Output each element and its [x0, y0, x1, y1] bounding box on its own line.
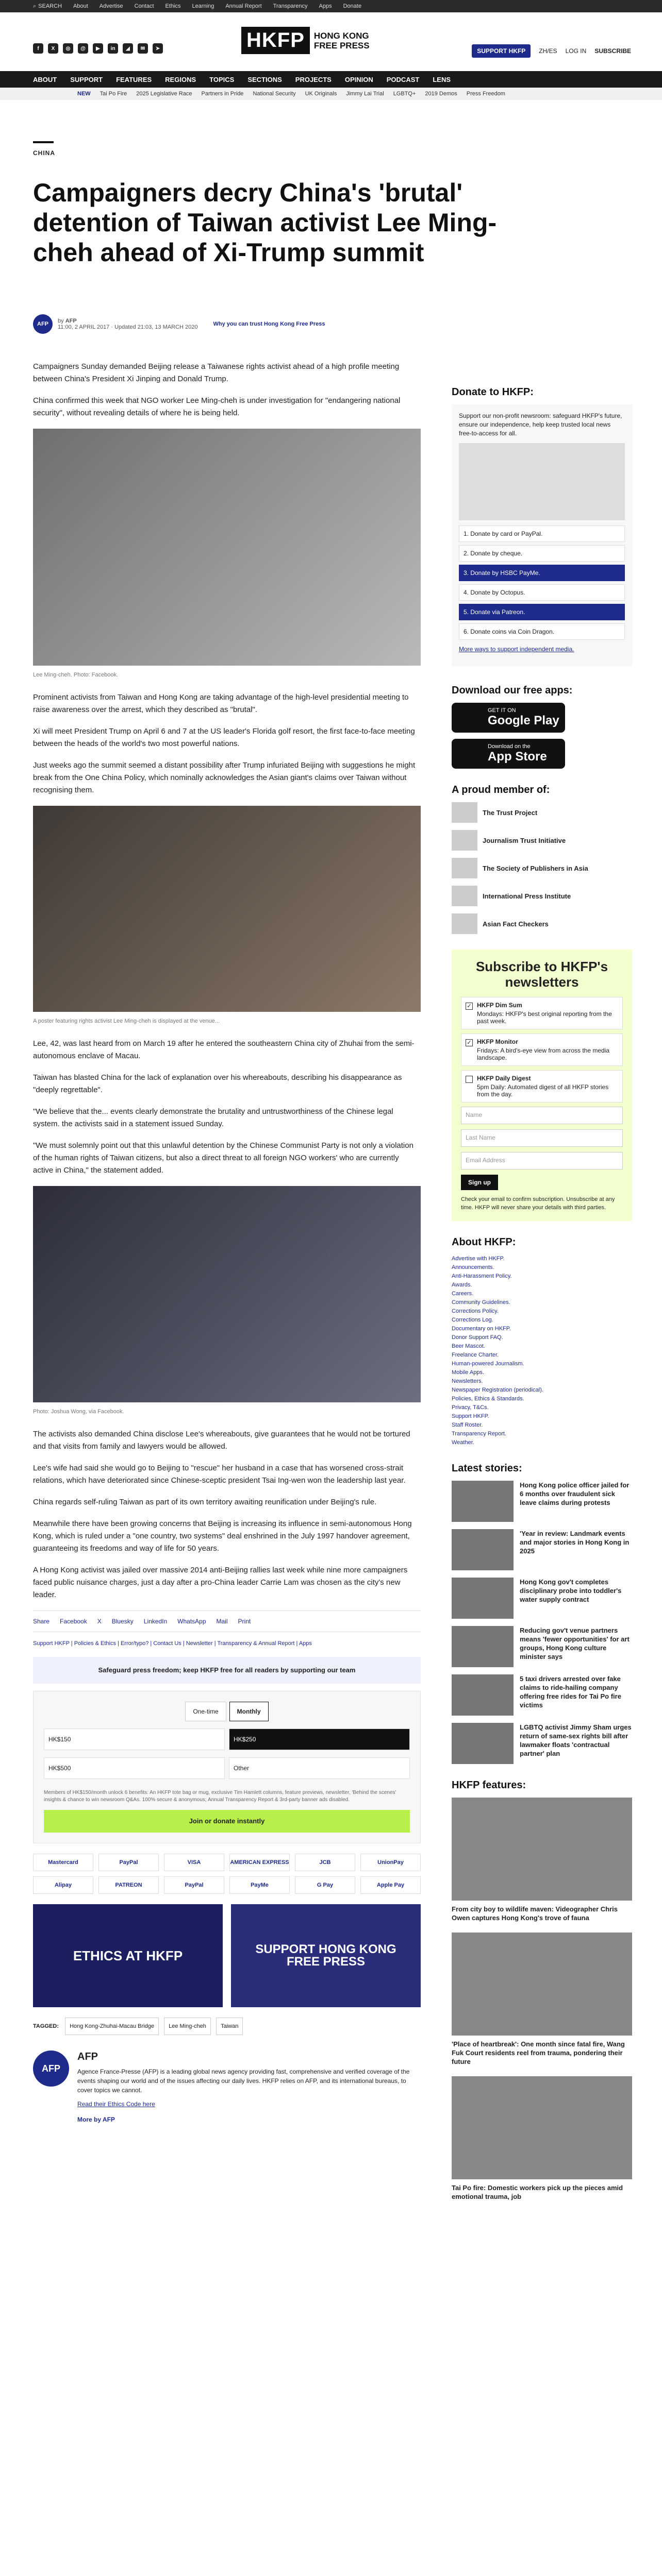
telegram-icon[interactable]: ➤	[153, 43, 163, 54]
author-box-avatar[interactable]: AFP	[33, 2050, 69, 2087]
newsletter-option[interactable]: HKFP Daily Digest 5pm Daily: Automated digest of all HKFP stories from the day.	[461, 1070, 623, 1103]
feature-image	[452, 1933, 632, 2036]
nav-projects[interactable]: PROJECTS	[295, 75, 332, 83]
more-ways-link[interactable]: More ways to support independent media.	[459, 646, 574, 653]
story-thumbnail	[452, 1626, 514, 1667]
monthly-tab[interactable]: Monthly	[229, 1702, 269, 1721]
about-link[interactable]: Mobile Apps.	[452, 1369, 484, 1376]
about-link[interactable]: Freelance Charter.	[452, 1352, 499, 1358]
story-thumbnail	[452, 1723, 514, 1764]
trending-bar	[0, 88, 662, 100]
about-link[interactable]: Advertise with HKFP.	[452, 1256, 505, 1262]
newsletter-note: Check your email to confirm subscription. Unsubscribe at any time. HKFP will never share your details with third parties.	[461, 1196, 615, 1211]
trending-link[interactable]: 2025 Legislative Race	[136, 91, 192, 97]
latest-story[interactable]: Hong Kong police officer jailed for 6 months over fraudulent sick leave claims during protests	[452, 1481, 632, 1522]
donate-option[interactable]: 5. Donate via Patreon.	[459, 604, 625, 620]
story-thumbnail	[452, 1578, 514, 1619]
newsletter-option[interactable]: ✓ HKFP Dim Sum Mondays: HKFP's best original reporting from the past week.	[461, 997, 623, 1029]
join-donate-button[interactable]: Join or donate instantly	[44, 1810, 410, 1833]
support-hkfp-button[interactable]: SUPPORT HKFP	[472, 44, 531, 58]
top-utility-bar	[0, 0, 662, 12]
about-link[interactable]: Documentary on HKFP.	[452, 1326, 511, 1332]
name-input[interactable]: Name	[461, 1107, 623, 1124]
about-link[interactable]: Support HKFP.	[452, 1413, 489, 1419]
member-afcn[interactable]: Asian Fact Checkers	[452, 913, 632, 934]
latest-stories	[452, 1481, 632, 1764]
category-rule	[33, 141, 54, 143]
paragraph: Lee's wife had said she would go to Beijing to "rescue" her husband in a case that has worsened cross-strait relations, which have deteriorated since Chinese-sceptic president Tsai Ing-wen won the leadership last year.	[33, 1464, 406, 1485]
mastercard-icon: Mastercard	[33, 1854, 93, 1871]
site-logo[interactable]	[241, 27, 371, 54]
article-photo	[33, 429, 421, 666]
paragraph: Xi will meet President Trump on April 6 and 7 at the US leader's Florida golf resort, the first face-to-face meeting between the heads of the world's two most powerful nations.	[33, 727, 415, 748]
learning-link[interactable]: Learning	[192, 3, 214, 9]
photo-caption: A poster featuring rights activist Lee Ming-cheh is displayed at the venue...	[33, 1018, 220, 1024]
paragraph: Just weeks ago the summit seemed a distant possibility after Trump infuriated Beijing with suggestions he might break from the One China Policy, which nominally acknowledges the Asian giant's claims over Taiwan without recognising them.	[33, 761, 416, 794]
mail-icon[interactable]: ✉	[138, 43, 148, 54]
nav-features[interactable]: FEATURES	[116, 75, 152, 83]
feature-image	[452, 1798, 632, 1901]
article-photo	[33, 1186, 421, 1402]
donate-option[interactable]: 2. Donate by cheque.	[459, 545, 625, 562]
about-link[interactable]: Transparency Report.	[452, 1431, 506, 1437]
x-icon[interactable]: X	[48, 43, 58, 54]
share-bar	[33, 1611, 421, 1632]
support-links[interactable]: Support HKFP | Policies & Ethics | Error/typo? | Contact Us | Newsletter | Transparency & Annual Report | Apps	[33, 1640, 312, 1647]
member-sopa[interactable]: The Society of Publishers in Asia	[452, 858, 632, 878]
tag-link[interactable]: Lee Ming-cheh	[164, 2018, 211, 2035]
advertise-link[interactable]: Advertise	[99, 3, 123, 9]
donate-intro: Support our non-profit newsroom: safeguard HKFP's future, ensure our independence, help keep trusted local news free-to-access for all.	[459, 412, 622, 437]
trending-link[interactable]: Partners in Pride	[201, 91, 244, 97]
trending-link[interactable]: LGBTQ+	[393, 91, 416, 97]
paragraph: Taiwan has blasted China for the lack of explanation over his whereabouts, describing his disappearance as "deeply regrettable".	[33, 1073, 402, 1094]
ethics-promo[interactable]: ETHICS AT HKFP	[33, 1904, 223, 2007]
ethics-code-link[interactable]: Read their Ethics Code here	[77, 2100, 155, 2108]
contact-link[interactable]: Contact	[134, 3, 154, 9]
nav-regions[interactable]: REGIONS	[165, 75, 196, 83]
amount-option[interactable]: HK$500	[44, 1757, 225, 1779]
author-box-name[interactable]: AFP	[77, 2051, 98, 2062]
trending-link[interactable]: Jimmy Lai Trial	[346, 91, 384, 97]
article-category[interactable]: CHINA	[33, 149, 55, 157]
google-play-badge[interactable]: GET IT ON Google Play	[452, 703, 565, 733]
paragraph: A Hong Kong activist was jailed over massive 2014 anti-Beijing rallies last week while nine more campaigners faced public nuisance charges, just a day after a pro-China leader Carrie Lam was chosen as the city's new leader.	[33, 1566, 408, 1599]
trending-link[interactable]: Press Freedom	[466, 91, 505, 97]
apps-link[interactable]: Apps	[319, 3, 332, 9]
share-linkedin[interactable]: LinkedIn	[143, 1618, 168, 1625]
member-trust-project[interactable]: The Trust Project	[452, 802, 632, 823]
trending-link[interactable]: UK Originals	[305, 91, 337, 97]
youtube-icon[interactable]: ▶	[93, 43, 103, 54]
author-avatar[interactable]: AFP	[33, 314, 53, 334]
nav-sections[interactable]: SECTIONS	[247, 75, 282, 83]
checkbox-unchecked[interactable]	[466, 1076, 473, 1083]
ethics-link[interactable]: Ethics	[165, 3, 181, 9]
share-mail[interactable]: Mail	[216, 1618, 228, 1625]
paragraph: The activists also demanded China disclose Lee's whereabouts, give guarantees that he would not be tortured and that visits from family and lawyers would be allowed.	[33, 1430, 410, 1451]
latest-story[interactable]: Hong Kong gov't completes disciplinary probe into toddler's water supply contract	[452, 1578, 632, 1619]
feature-image	[452, 2076, 632, 2179]
tag-link[interactable]: Taiwan	[216, 2018, 243, 2035]
amount-option[interactable]: HK$150	[44, 1728, 225, 1750]
paragraph: Campaigners Sunday demanded Beijing release a Taiwanese rights activist ahead of a high profile meeting between China's President Xi Jinping and Donald Trump.	[33, 362, 400, 383]
about-link[interactable]: Corrections Policy.	[452, 1308, 499, 1314]
about-link[interactable]: About	[73, 3, 88, 9]
email-input[interactable]: Email Address	[461, 1152, 623, 1170]
main-nav	[0, 71, 662, 88]
feature-story[interactable]: 'Place of heartbreak': One month since fatal fire, Wang Fuk Court residents reel from trauma, pondering their future	[452, 1933, 632, 2066]
trending-link[interactable]: Tai Po Fire	[100, 91, 127, 97]
afcn-logo	[452, 913, 477, 934]
member-jti[interactable]: Journalism Trust Initiative	[452, 830, 632, 851]
newsletter-box	[452, 950, 632, 1221]
logo-mark: HKFP	[241, 27, 310, 54]
annual-report-link[interactable]: Annual Report	[225, 3, 262, 9]
donate-image	[459, 443, 625, 520]
support-promo[interactable]: SUPPORT HONG KONG FREE PRESS	[231, 1904, 421, 2007]
patreon-icon: PATREON	[98, 1876, 159, 1894]
byline	[33, 314, 325, 334]
donate-option[interactable]: 4. Donate by Octopus.	[459, 584, 625, 601]
rss-icon[interactable]: ◢	[123, 43, 133, 54]
about-link[interactable]: Policies, Ethics & Standards.	[452, 1396, 524, 1402]
nav-about[interactable]: ABOUT	[33, 75, 57, 83]
new-badge: NEW	[77, 91, 91, 97]
threads-icon[interactable]: @	[78, 43, 88, 54]
share-facebook[interactable]: Facebook	[60, 1618, 87, 1625]
photo-caption: Lee Ming-cheh. Photo: Facebook.	[33, 672, 119, 678]
jti-logo	[452, 830, 477, 851]
tag-link[interactable]: Hong Kong-Zhuhai-Macau Bridge	[65, 2018, 159, 2035]
safeguard-banner: Safeguard press freedom; keep HKFP free for all readers by supporting our team	[33, 1657, 421, 1684]
author-bio: Agence France-Presse (AFP) is a leading global news agency providing fast, comprehensive and verified coverage of the events shaping our world and of the issues affecting our daily lives. HKFP relies on AFP, and its international bureaus, to cover topics we cannot.	[77, 2068, 410, 2094]
author-box	[33, 2050, 421, 2126]
latest-story[interactable]: Reducing gov't venue partners means 'fewer opportunities' for art groups, Hong Kong culture minister says	[452, 1626, 632, 1667]
last-name-input[interactable]: Last Name	[461, 1129, 623, 1147]
apps-heading: Download our free apps:	[452, 685, 573, 696]
about-link[interactable]: Careers.	[452, 1291, 474, 1297]
about-link[interactable]: Privacy, T&Cs.	[452, 1404, 489, 1411]
about-link[interactable]: Corrections Log.	[452, 1317, 493, 1323]
why-trust-link[interactable]: Why you can trust Hong Kong Free Press	[213, 321, 325, 327]
story-thumbnail	[452, 1529, 514, 1570]
paypal-icon: PayPal	[98, 1854, 159, 1871]
author-name[interactable]: AFP	[65, 318, 77, 324]
donate-link[interactable]: Donate	[343, 3, 362, 9]
donate-heading: Donate to HKFP:	[452, 386, 534, 398]
about-link[interactable]: Anti-Harassment Policy.	[452, 1273, 512, 1279]
nav-topics[interactable]: TOPICS	[209, 75, 235, 83]
language-switch[interactable]: ZH/ES	[539, 47, 557, 55]
latest-story[interactable]: 'Year in review: Landmark events and major stories in Hong Kong in 2025	[452, 1529, 632, 1570]
about-link[interactable]: Newsletters.	[452, 1378, 483, 1384]
sidebar	[452, 386, 632, 2211]
social-links	[33, 43, 163, 54]
paypal-icon: PayPal	[164, 1876, 224, 1894]
article-photo	[33, 806, 421, 1012]
paragraph: Meanwhile there have been growing concerns that Beijing is increasing its influence in semi-autonomous Hong Kong, which is ruled under a "one country, two systems" deal enshrined in the July 1997 handover agreement, guaranteeing its freedoms and way of life for 50 years.	[33, 1519, 412, 1553]
article-body	[33, 361, 421, 2126]
trust-project-logo	[452, 802, 477, 823]
nav-support[interactable]: SUPPORT	[70, 75, 103, 83]
article-title: Campaigners decry China's 'brutal' detention of Taiwan activist Lee Ming-cheh ahead of Xi-Trump summit	[33, 178, 497, 267]
unionpay-icon: UnionPay	[360, 1854, 421, 1871]
donate-box	[452, 404, 632, 666]
sopa-logo	[452, 858, 477, 878]
share-bluesky[interactable]: Bluesky	[111, 1618, 134, 1625]
paragraph: Lee, 42, was last heard from on March 19 after he entered the southeastern China city of Zhuhai from the semi-autonomous enclave of Macau.	[33, 1039, 415, 1060]
newsletter-option[interactable]: ✓ HKFP Monitor Fridays: A bird's-eye view from across the media landscape.	[461, 1033, 623, 1066]
about-link[interactable]: Donor Support FAQ.	[452, 1334, 503, 1341]
nav-lens[interactable]: LENS	[433, 75, 451, 83]
trending-link[interactable]: National Security	[253, 91, 296, 97]
search-icon: ⌕	[33, 3, 37, 9]
login-link[interactable]: LOG IN	[565, 47, 587, 55]
about-link[interactable]: Human-powered Journalism.	[452, 1361, 524, 1367]
gpay-icon: G Pay	[295, 1876, 355, 1894]
alipay-icon: Alipay	[33, 1876, 93, 1894]
applepay-icon: Apple Pay	[360, 1876, 421, 1894]
about-link[interactable]: Community Guidelines.	[452, 1299, 510, 1306]
member-ipi[interactable]: International Press Institute	[452, 886, 632, 906]
story-thumbnail	[452, 1674, 514, 1716]
latest-story[interactable]: LGBTQ activist Jimmy Sham urges return of same-sex rights bill after lawmaker floats 'contractual partner' plan	[452, 1723, 632, 1764]
header-actions	[472, 44, 631, 58]
paragraph: China confirmed this week that NGO worker Lee Ming-cheh is under investigation for "endangering national security", without revealing details of where he is being held.	[33, 396, 401, 417]
latest-story[interactable]: 5 taxi drivers arrested over fake claims to ride-hailing company offering free rides for Tai Po fire victims	[452, 1674, 632, 1716]
about-link[interactable]: Beer Mascot.	[452, 1343, 485, 1349]
linkedin-icon[interactable]: in	[108, 43, 118, 54]
feature-story[interactable]: From city boy to wildlife maven: Videographer Chris Owen captures Hong Kong's trove of fauna	[452, 1798, 632, 1922]
facebook-icon[interactable]: f	[33, 43, 43, 54]
app-store-badge[interactable]: Download on the App Store	[452, 739, 565, 769]
member-heading: A proud member of:	[452, 784, 550, 795]
ipi-logo	[452, 886, 477, 906]
features-heading: HKFP features:	[452, 1780, 526, 1791]
more-by-author-link[interactable]: More by AFP	[77, 2116, 115, 2123]
about-link[interactable]: Weather.	[452, 1439, 474, 1446]
nav-podcast[interactable]: PODCAST	[386, 75, 420, 83]
signup-button[interactable]: Sign up	[461, 1175, 498, 1190]
donate-option[interactable]: 6. Donate coins via Coin Dragon.	[459, 623, 625, 640]
donate-option[interactable]: 1. Donate by card or PayPal.	[459, 526, 625, 542]
amount-option-other[interactable]: Other	[229, 1757, 410, 1779]
about-link[interactable]: Staff Roster.	[452, 1422, 483, 1428]
search-link[interactable]: ⌕ SEARCH	[33, 3, 62, 9]
paragraph: "We must solemnly point out that this unlawful detention by the Chinese Communist Party is not only a violation of the human rights of Taiwan citizens, but also a direct threat to all foreign NGO workers' who are currently active in China," the statement added.	[33, 1141, 413, 1175]
newsletter-heading: Subscribe to HKFP's newsletters	[475, 959, 608, 990]
nav-opinion[interactable]: OPINION	[344, 75, 373, 83]
about-link[interactable]: Awards.	[452, 1282, 472, 1288]
payment-methods	[33, 1854, 421, 1894]
share-x[interactable]: X	[97, 1618, 102, 1625]
checkbox-checked[interactable]: ✓	[466, 1003, 473, 1010]
visa-icon: VISA	[164, 1854, 224, 1871]
instagram-icon[interactable]: ◎	[63, 43, 73, 54]
story-thumbnail	[452, 1481, 514, 1522]
one-time-tab[interactable]: One-time	[185, 1702, 226, 1721]
tags-label: TAGGED:	[33, 2023, 59, 2029]
about-heading: About HKFP:	[452, 1236, 516, 1248]
logo-text: HONG KONG FREE PRESS	[313, 30, 370, 50]
article-date: 11:00, 2 APRIL 2017 · Updated 21:03, 13 MARCH 2020	[58, 324, 198, 330]
about-list	[452, 1255, 632, 1447]
share-whatsapp[interactable]: WhatsApp	[177, 1618, 206, 1625]
masthead	[0, 12, 662, 71]
amount-option-selected[interactable]: HK$250	[229, 1728, 410, 1750]
feature-stories	[452, 1798, 632, 2201]
share-label: Share	[33, 1618, 50, 1625]
subscribe-link[interactable]: SUBSCRIBE	[594, 47, 631, 55]
donate-option[interactable]: 3. Donate by HSBC PayMe.	[459, 565, 625, 581]
feature-story[interactable]: Tai Po fire: Domestic workers pick up the pieces amid emotional trauma, job	[452, 2076, 632, 2201]
about-link[interactable]: Newspaper Registration (periodical).	[452, 1387, 543, 1393]
latest-heading: Latest stories:	[452, 1463, 522, 1474]
transparency-link[interactable]: Transparency	[273, 3, 308, 9]
amex-icon: AMERICAN EXPRESS	[229, 1854, 290, 1871]
paragraph: "We believe that the... events clearly demonstrate the brutality and untrustworthiness of the Chinese legal system. the activists said in a statement issued Sunday.	[33, 1107, 393, 1128]
share-print[interactable]: Print	[238, 1618, 251, 1625]
donate-panel	[33, 1691, 421, 1843]
byline-by: by	[58, 318, 64, 324]
payme-icon: PayMe	[229, 1876, 290, 1894]
checkbox-checked[interactable]: ✓	[466, 1039, 473, 1046]
jcb-icon: JCB	[295, 1854, 355, 1871]
trending-link[interactable]: 2019 Demos	[425, 91, 457, 97]
paragraph: Prominent activists from Taiwan and Hong Kong are taking advantage of the high-level presidential meeting to raise awareness over the arrest, which they described as "brutal".	[33, 693, 409, 714]
paragraph: China regards self-ruling Taiwan as part of its own territory awaiting reunification under Beijing's rule.	[33, 1498, 377, 1506]
photo-caption: Photo: Joshua Wong, via Facebook.	[33, 1409, 124, 1415]
donate-note: Members of HK$150/month unlock 6 benefits: An HKFP tote bag or mug, exclusive Tim Hamlett columns, feature previews, newsletter, 'Behind the scenes' insights & chance to win newsroom Q&As. 100% secure & anonymous; Annual Transparency Report & 3rd-party banner ads disabled.	[44, 1790, 396, 1803]
about-link[interactable]: Announcements.	[452, 1264, 494, 1270]
